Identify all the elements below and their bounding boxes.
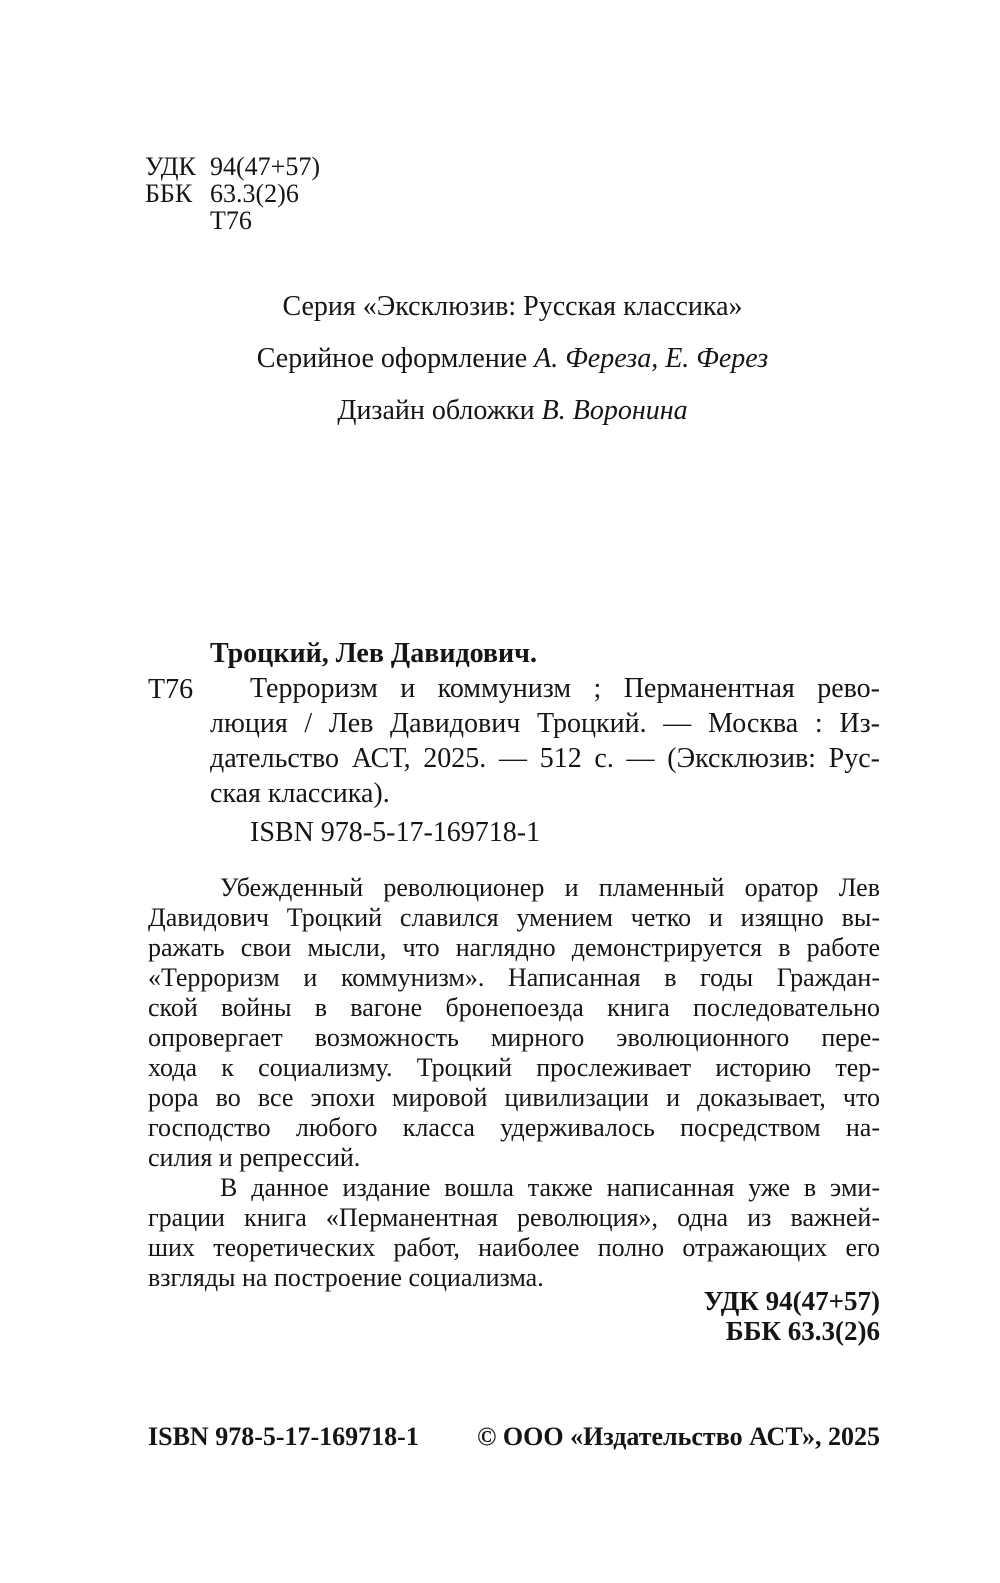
footer-isbn: ISBN 978-5-17-169718-1 (148, 1422, 419, 1451)
annotation-line: В данное издание вошла также написанная уже в эми- (220, 1173, 880, 1202)
annotation-line: силия и репрессий. (148, 1143, 361, 1172)
bbk-row (145, 180, 320, 207)
catalog-author-heading: Троцкий, Лев Давидович. (210, 638, 537, 669)
annotation-line: господство любого класса удерживалось посредством на- (148, 1113, 880, 1142)
annotation-line: хода к социализму. Троцкий прослеживает историю тер- (148, 1053, 880, 1082)
bbk-value: 63.3(2)6 (210, 179, 299, 208)
catalog-line: люция / Лев Давидович Троцкий. — Москва : Из- (210, 708, 880, 739)
annotation-line: грации книга «Перманентная революция», одна из важней- (148, 1203, 880, 1232)
udk-label: УДК (145, 152, 196, 181)
catalog-line: Терроризм и коммунизм ; Перманентная рево- (250, 673, 880, 704)
cover-design-name: В. Воронина (541, 395, 688, 426)
catalog-line: дательство АСТ, 2025. — 512 с. — (Эксклюзив: Рус- (210, 743, 880, 774)
catalog-isbn: ISBN 978-5-17-169718-1 (250, 817, 541, 848)
annotation-line: ской войны в вагоне бронепоезда книга последовательно (148, 993, 880, 1022)
annotation-line: рора во все эпохи мировой цивилизации и доказывает, что (148, 1083, 880, 1112)
series-design-prefix: Серийное оформление (256, 343, 535, 374)
series-design-line (145, 344, 880, 374)
classification-footer-bbk: ББК 63.3(2)6 (725, 1316, 880, 1346)
series-block (145, 292, 880, 448)
bbk-label: ББК (145, 179, 193, 208)
classification-block (145, 153, 320, 234)
annotation-line: ших теоретических работ, наиболее полно отражающих его (148, 1233, 880, 1262)
catalog-margin-code: Т76 (148, 674, 194, 705)
catalog-entry (148, 636, 880, 811)
udk-row (145, 153, 320, 180)
classification-footer (704, 1286, 880, 1346)
series-design-names: А. Фереза, Е. Ферез (534, 343, 769, 374)
author-sign-spacer (145, 207, 210, 234)
author-sign-value: Т76 (210, 206, 252, 235)
footer (148, 1422, 880, 1452)
annotation-line: ражать свои мысли, что наглядно демонстрируется в работе (148, 933, 880, 962)
annotation-line: взгляды на построение социализма. (148, 1263, 544, 1292)
annotation-line: Давидович Троцкий славился умением четко и изящно вы- (148, 903, 880, 932)
series-title: Серия «Эксклюзив: Русская классика» (282, 291, 743, 322)
annotation-line: «Терроризм и коммунизм». Написанная в годы Граждан- (148, 963, 880, 992)
udk-value: 94(47+57) (210, 152, 320, 181)
author-sign-row (145, 207, 320, 234)
classification-footer-udk: УДК 94(47+57) (703, 1286, 880, 1316)
annotation-line: опровергает возможность мирного эволюционного пере- (148, 1023, 880, 1052)
annotation-line: Убежденный революционер и пламенный оратор Лев (220, 873, 880, 902)
annotation-block (148, 873, 880, 1293)
catalog-line: ская классика). (210, 778, 390, 809)
cover-design-line (145, 396, 880, 426)
cover-design-prefix: Дизайн обложки (337, 395, 542, 426)
footer-copyright: © ООО «Издательство АСТ», 2025 (476, 1422, 880, 1451)
